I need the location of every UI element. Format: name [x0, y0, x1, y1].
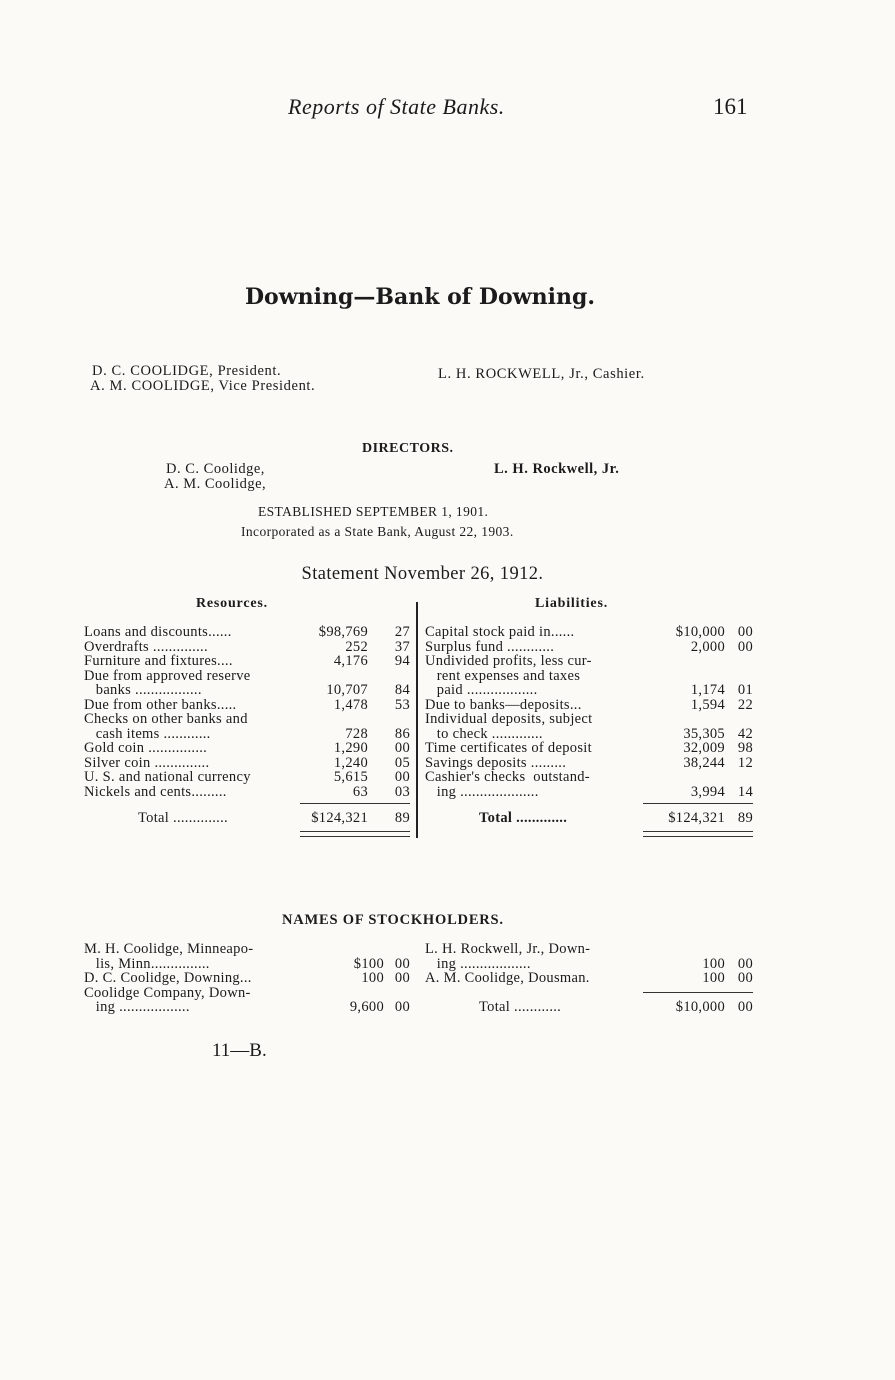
- officer-vice-president: A. M. COOLIDGE, Vice President.: [90, 378, 316, 394]
- table-row: Surplus fund ............ 2,000 00: [425, 638, 753, 655]
- table-row: U. S. and national currency 5,615 00: [84, 769, 410, 785]
- table-row: Savings deposits ......... 38,244 12: [425, 754, 753, 771]
- table-row: Undivided profits, less cur-: [425, 653, 592, 669]
- incorporated-line: Incorporated as a State Bank, August 22, 1903.: [241, 524, 514, 539]
- table-row: Loans and discounts...... $98,769 27: [84, 624, 410, 640]
- table-row: Cashier's checks outstand-: [425, 769, 590, 785]
- list-item: lis, Minn............... $100 00: [84, 955, 410, 972]
- page-footer-signature: 11—B.: [212, 1040, 267, 1061]
- table-row: Capital stock paid in...... $10,000 00: [425, 624, 753, 640]
- column-divider: [416, 602, 418, 838]
- resources-heading: Resources.: [196, 596, 268, 611]
- list-item: Coolidge Company, Down-: [84, 984, 251, 1001]
- director-left-1: D. C. Coolidge,: [166, 461, 265, 477]
- list-item: ing .................. 100 00: [425, 955, 753, 972]
- table-row: Silver coin .............. 1,240 05: [84, 754, 410, 771]
- liabilities-heading: Liabilities.: [535, 596, 608, 611]
- table-row: Overdrafts .............. 252 37: [84, 638, 410, 655]
- officer-president: D. C. COOLIDGE, President.: [92, 363, 282, 379]
- liabilities-total-row: Total ............. $124,321 89: [479, 810, 753, 826]
- table-row: to check ............. 35,305 42: [425, 725, 753, 742]
- total-rule: [643, 803, 753, 804]
- total-rule: [300, 803, 410, 804]
- table-row: Due to banks—deposits... 1,594 22: [425, 696, 753, 713]
- table-row: Furniture and fixtures.... 4,176 94: [84, 653, 410, 669]
- table-row: Time certificates of deposit 32,009 98: [425, 740, 753, 756]
- statement-heading: Statement November 26, 1912.: [301, 564, 544, 584]
- list-item: ing .................. 9,600 00: [84, 999, 410, 1015]
- double-rule: [300, 831, 410, 837]
- table-row: Due from other banks..... 1,478 53: [84, 696, 410, 713]
- director-right: L. H. Rockwell, Jr.: [494, 461, 620, 477]
- director-left-2: A. M. Coolidge,: [164, 476, 267, 492]
- bank-title: Downing—Bank of Downing.: [244, 284, 596, 310]
- list-item: D. C. Coolidge, Downing... 100 00: [84, 970, 410, 986]
- stockholders-heading: NAMES OF STOCKHOLDERS.: [282, 912, 504, 928]
- page-number: 161: [713, 94, 748, 119]
- page-header-title: Reports of State Banks.: [288, 94, 505, 119]
- table-row: rent expenses and taxes: [425, 667, 581, 684]
- resources-total-row: Total .............. $124,321 89: [138, 810, 410, 826]
- list-item: A. M. Coolidge, Dousman. 100 00: [425, 970, 753, 986]
- total-rule: [643, 992, 753, 993]
- list-item: L. H. Rockwell, Jr., Down-: [425, 941, 591, 957]
- directors-heading: DIRECTORS.: [362, 441, 454, 456]
- table-row: cash items ............ 728 86: [84, 725, 410, 742]
- table-row: Due from approved reserve: [84, 667, 251, 684]
- list-item: M. H. Coolidge, Minneapo-: [84, 941, 254, 957]
- table-row: Nickels and cents......... 63 03: [84, 783, 410, 800]
- established-line: ESTABLISHED SEPTEMBER 1, 1901.: [258, 504, 489, 519]
- table-row: paid .................. 1,174 01: [425, 682, 753, 698]
- double-rule: [643, 831, 753, 837]
- table-row: banks ................. 10,707 84: [84, 682, 410, 698]
- table-row: ing .................... 3,994 14: [425, 783, 753, 800]
- table-row: Gold coin ............... 1,290 00: [84, 740, 410, 756]
- stockholders-total-row: Total ............ $10,000 00: [479, 999, 753, 1015]
- table-row: Checks on other banks and: [84, 711, 248, 727]
- officer-cashier: L. H. ROCKWELL, Jr., Cashier.: [438, 366, 645, 382]
- table-row: Individual deposits, subject: [425, 711, 593, 727]
